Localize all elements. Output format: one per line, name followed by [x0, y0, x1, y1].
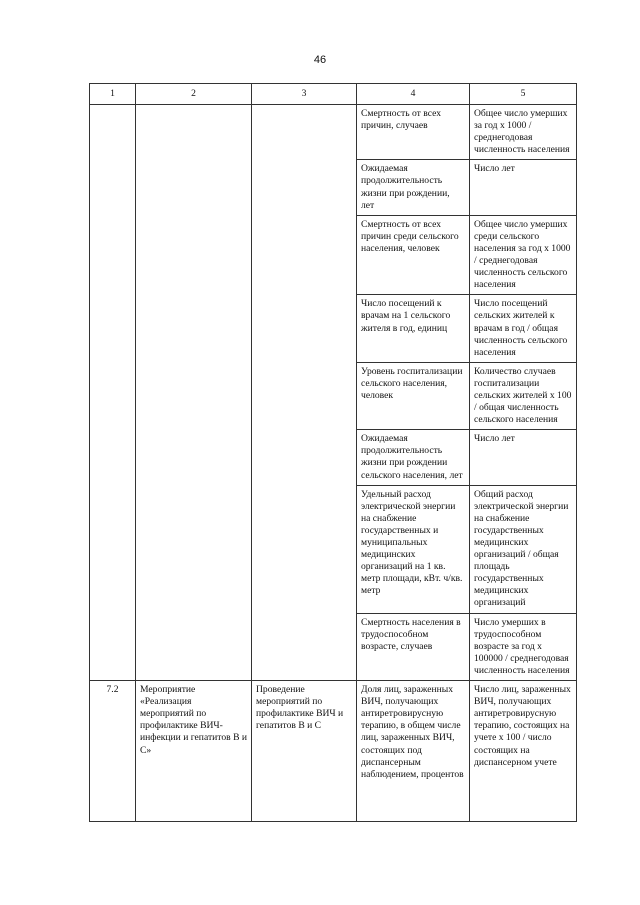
formula-cell: Количество случаев госпитализации сельских жителей х 100 / общая численность сельского населения — [470, 362, 577, 429]
formula-cell: Общий расход электрической энергии на снабжение государственных медицинских организаций / общая площадь государственных медицинских организаций — [470, 485, 577, 613]
page-number: 46 — [313, 54, 327, 66]
header-cell: 3 — [252, 84, 357, 105]
indicator-table — [89, 83, 577, 822]
indicator-cell: Смертность населения в трудоспособном возрасте, случаев — [357, 613, 470, 680]
measure-name-cell: Мероприятие «Реализация мероприятий по профилактике ВИЧ-инфекции и гепатитов В и С» — [136, 681, 252, 822]
formula-cell: Число лет — [470, 430, 577, 485]
indicator-cell: Удельный расход электрической энергии на снабжение государственных и муниципальных медицинских организаций на 1 кв. метр площади, кВт. ч/кв. метр — [357, 485, 470, 613]
empty-cell — [90, 105, 136, 681]
indicator-cell: Ожидаемая продолжительность жизни при рождении сельского населения, лет — [357, 430, 470, 485]
indicator-cell: Уровень госпитализации сельского населения, человек — [357, 362, 470, 429]
indicator-cell: Число посещений к врачам на 1 сельского жителя в год, единиц — [357, 295, 470, 362]
indicator-cell: Смертность от всех причин среди сельского населения, человек — [357, 215, 470, 295]
indicator-cell: Смертность от всех причин, случаев — [357, 105, 470, 160]
table-row — [90, 105, 577, 160]
indicator-cell: Доля лиц, зараженных ВИЧ, получающих антиретровирусную терапию, в общем числе лиц, зараженных ВИЧ, состоящих под диспансерным наблюдением, процентов — [357, 681, 470, 822]
header-cell: 2 — [136, 84, 252, 105]
table-row — [90, 681, 577, 822]
header-cell: 1 — [90, 84, 136, 105]
table-header-row — [90, 84, 577, 105]
empty-cell — [252, 105, 357, 681]
header-cell: 4 — [357, 84, 470, 105]
formula-cell: Число лиц, зараженных ВИЧ, получающих антиретровирусную терапию, состоящих на учете х 100 / число состоящих на диспансерном учете — [470, 681, 577, 822]
formula-cell: Общее число умерших среди сельского населения за год х 1000 / среднегодовая численность сельского населения — [470, 215, 577, 295]
formula-cell: Общее число умерших за год х 1000 / среднегодовая численность населения — [470, 105, 577, 160]
formula-cell: Число посещений сельских жителей к врачам в год / общая численность сельского населения — [470, 295, 577, 362]
header-cell: 5 — [470, 84, 577, 105]
empty-cell — [136, 105, 252, 681]
measure-description-cell: Проведение мероприятий по профилактике ВИЧ и гепатитов В и С — [252, 681, 357, 822]
item-number-cell: 7.2 — [90, 681, 136, 822]
formula-cell: Число умерших в трудоспособном возрасте за год х 100000 / среднегодовая численность населения — [470, 613, 577, 680]
indicator-cell: Ожидаемая продолжительность жизни при рождении, лет — [357, 160, 470, 215]
formula-cell: Число лет — [470, 160, 577, 215]
